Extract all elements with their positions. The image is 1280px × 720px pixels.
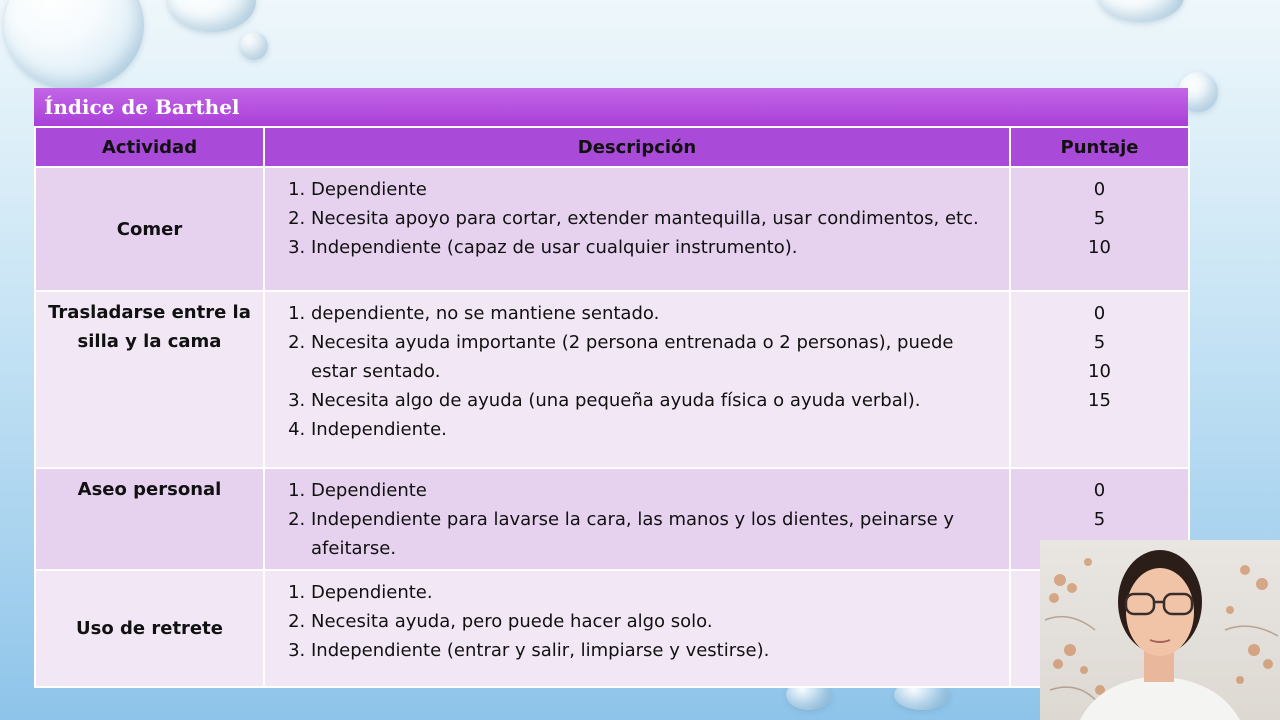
description-cell [264, 167, 1010, 291]
description-item: 3. Necesita algo de ayuda (una pequeña ayuda física o ayuda verbal). [311, 386, 999, 415]
activity-cell: Uso de retrete [35, 570, 264, 687]
activity-cell: Trasladarse entre la silla y la cama [35, 291, 264, 468]
slide-content [34, 88, 1188, 688]
description-item: 3. Independiente (capaz de usar cualquier instrumento). [311, 233, 999, 262]
slide-title: Índice de Barthel [34, 88, 1188, 126]
activity-cell: Aseo personal [35, 468, 264, 570]
score-value: 10 [1088, 361, 1111, 382]
description-cell [264, 468, 1010, 570]
webcam-video [1040, 540, 1280, 720]
score-cell [1010, 291, 1189, 468]
table-row [35, 468, 1189, 570]
score-value: 5 [1093, 332, 1106, 353]
score-cell [1010, 167, 1189, 291]
score-value: 5 [1093, 208, 1106, 229]
description-cell [264, 570, 1010, 687]
description-item: 1. Dependiente [311, 175, 999, 204]
description-item: 4. Independiente. [311, 415, 999, 444]
header-score: Puntaje [1010, 127, 1189, 167]
activity-cell: Comer [35, 167, 264, 291]
score-value: 10 [1088, 237, 1111, 258]
bubble-decoration [1098, 0, 1184, 22]
bubble-decoration [4, 0, 144, 90]
table-row [35, 291, 1189, 468]
table-row [35, 167, 1189, 291]
description-item: 1. Dependiente [311, 476, 999, 505]
bubble-decoration [240, 32, 268, 60]
header-activity: Actividad [35, 127, 264, 167]
description-item: 3. Independiente (entrar y salir, limpiarse y vestirse). [311, 636, 999, 665]
header-description: Descripción [264, 127, 1010, 167]
presenter-image [1040, 540, 1280, 720]
score-value: 15 [1088, 390, 1111, 411]
barthel-table [34, 126, 1190, 688]
description-item: 2. Independiente para lavarse la cara, las manos y los dientes, peinarse y afeitarse. [311, 505, 999, 563]
score-value: 0 [1093, 179, 1106, 200]
score-value: 0 [1093, 480, 1106, 501]
table-row [35, 570, 1189, 687]
description-cell [264, 291, 1010, 468]
score-value: 0 [1093, 303, 1106, 324]
description-item: 2. Necesita ayuda, pero puede hacer algo solo. [311, 607, 999, 636]
description-item: 2. Necesita apoyo para cortar, extender mantequilla, usar condimentos, etc. [311, 204, 999, 233]
description-item: 2. Necesita ayuda importante (2 persona entrenada o 2 personas), puede estar sentado. [311, 328, 999, 386]
description-item: 1. dependiente, no se mantiene sentado. [311, 299, 999, 328]
score-value: 5 [1093, 509, 1106, 530]
description-item: 1. Dependiente. [311, 578, 999, 607]
bubble-decoration [168, 0, 256, 32]
